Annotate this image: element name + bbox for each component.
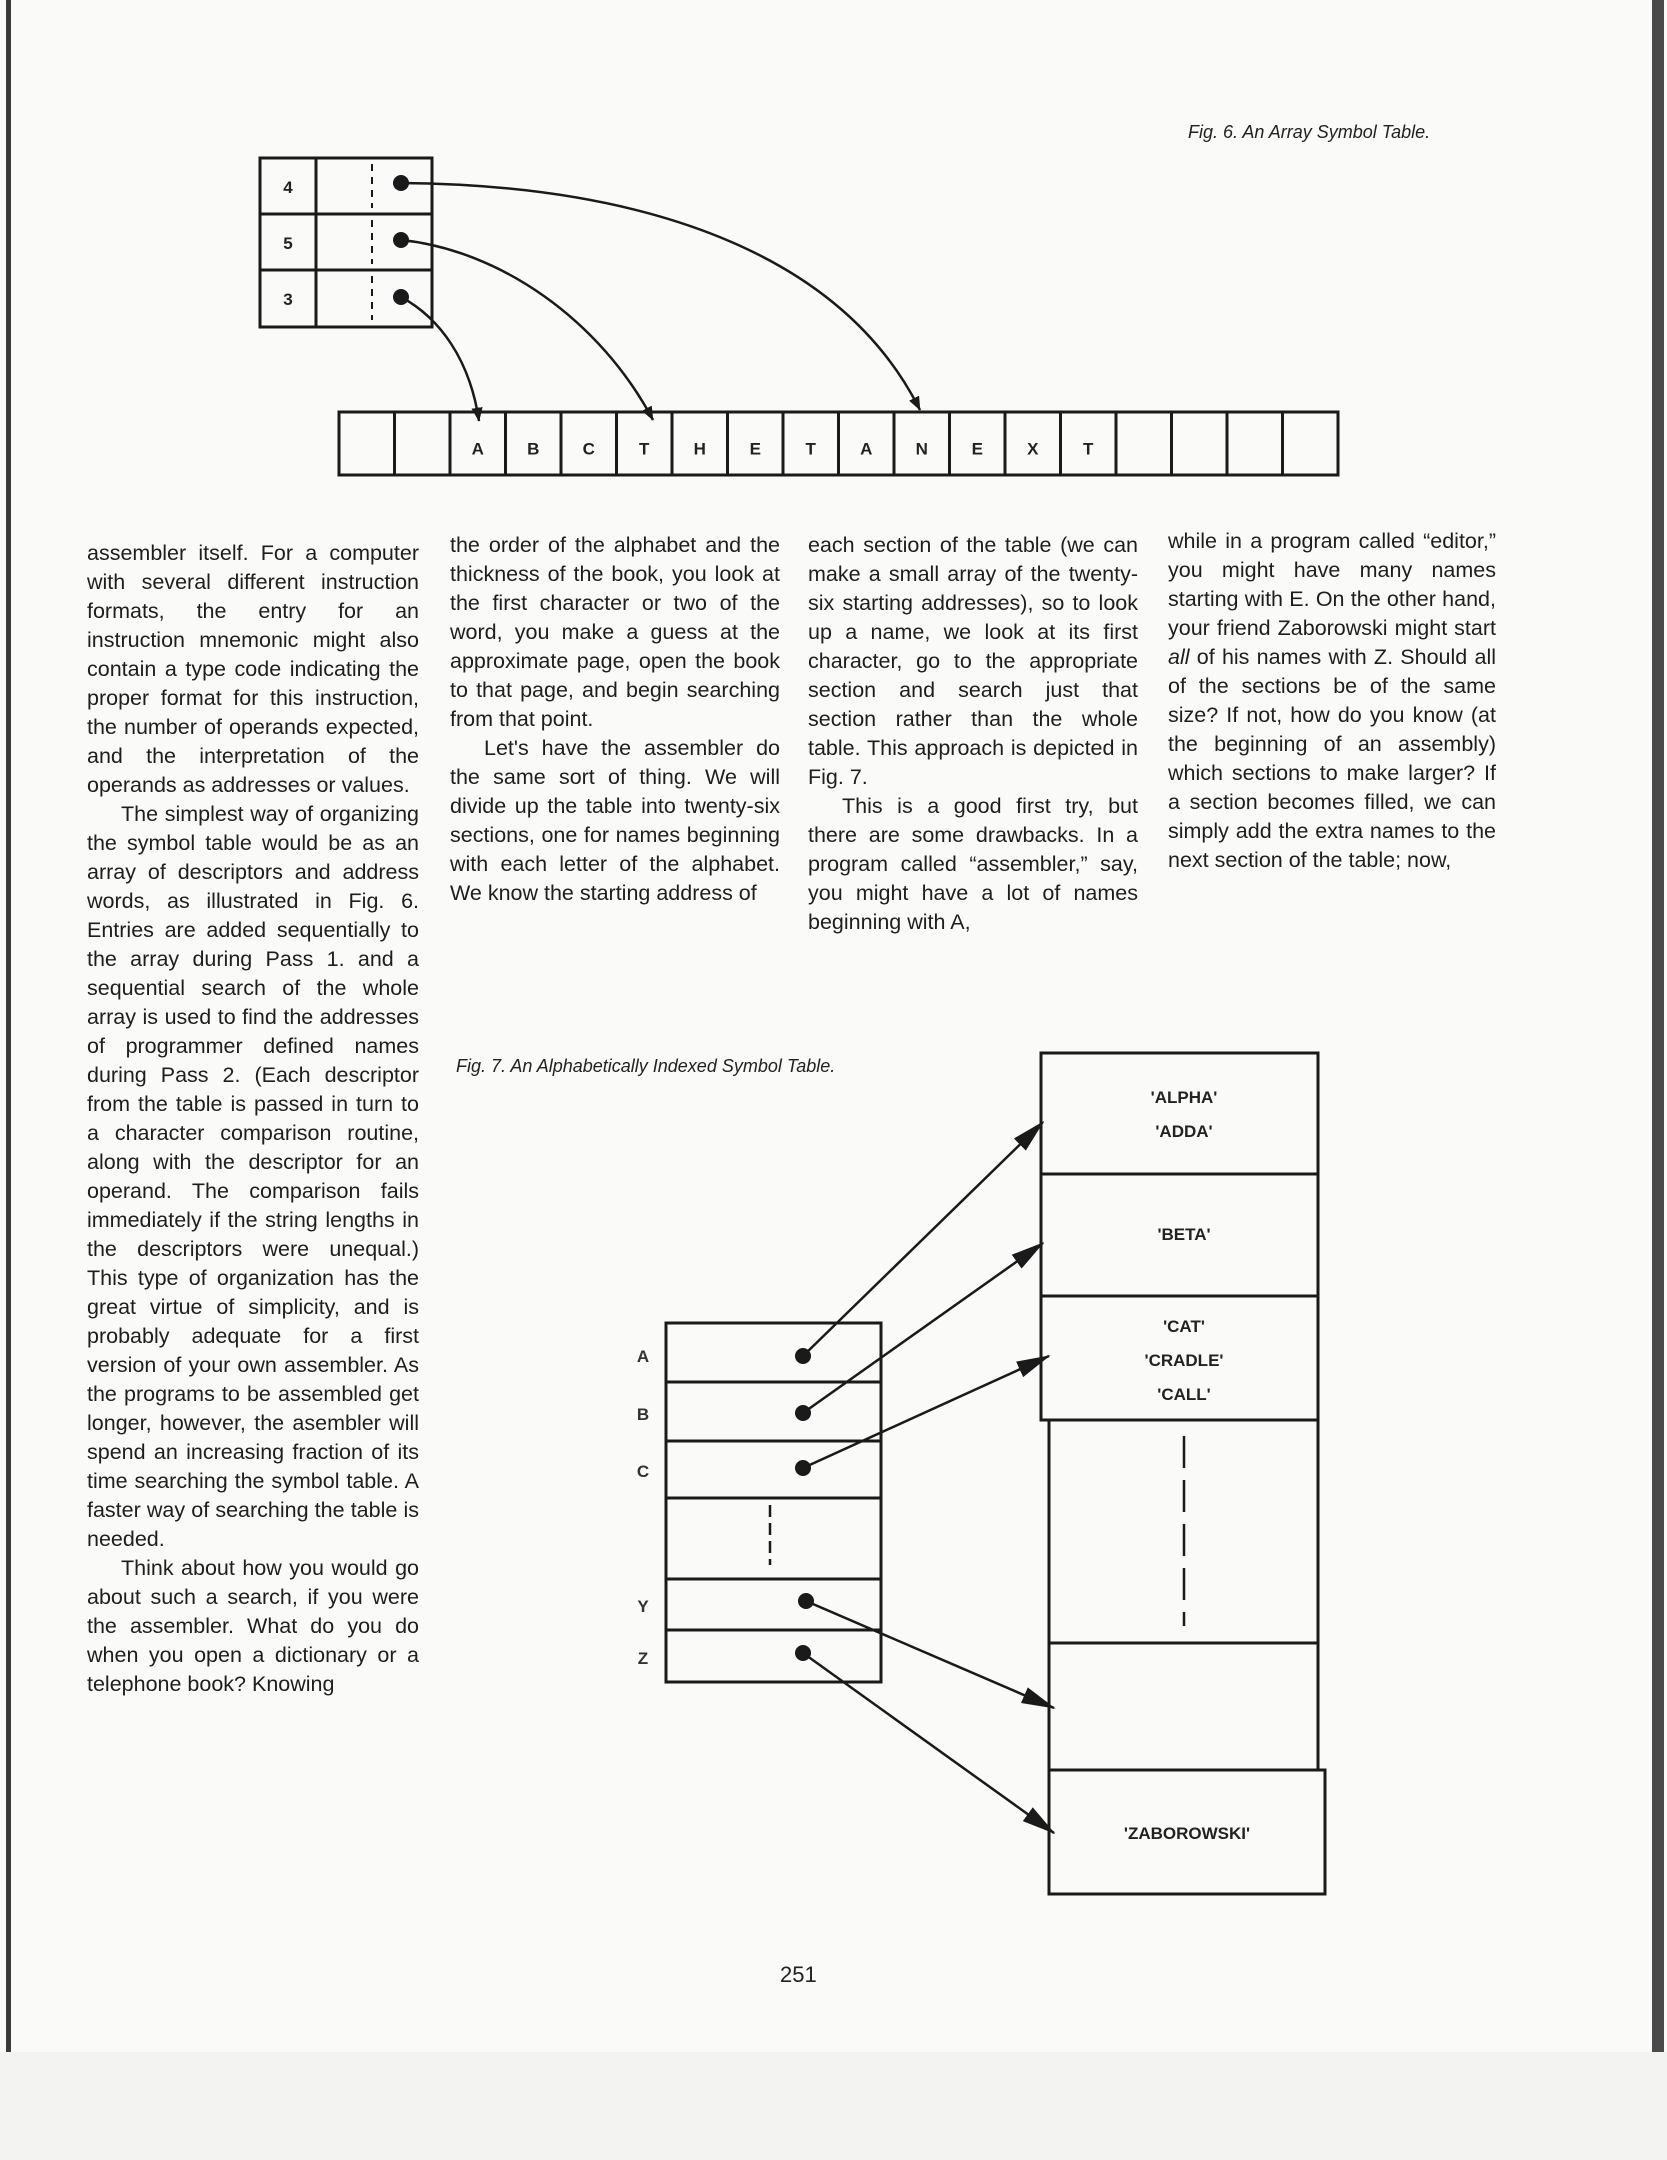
fig7-section-name: 'ADDA' — [1155, 1122, 1213, 1141]
fig7-section-name: 'ALPHA' — [1150, 1088, 1218, 1107]
fig6-length-cell: 3 — [283, 290, 293, 309]
text-column-1 — [87, 539, 419, 1699]
text-column-4 — [1168, 527, 1496, 875]
fig7-section-name: 'CALL' — [1157, 1385, 1211, 1404]
fig6-char-cell: E — [749, 439, 761, 459]
fig6-char-cell: T — [805, 439, 816, 459]
fig6-char-cell: E — [971, 439, 983, 459]
fig7-pointer-arrows — [803, 1122, 1054, 1833]
fig7-index-letter: B — [636, 1405, 650, 1424]
text-column-3 — [808, 531, 1138, 937]
fig7-section-table — [1041, 1053, 1325, 1894]
fig6-char-cell: A — [860, 439, 873, 459]
fig7-section-names — [1124, 1088, 1250, 1843]
fig6-char-cell: C — [582, 439, 595, 459]
fig6-caption: Fig. 6. An Array Symbol Table. — [1188, 122, 1431, 142]
fig6-string-row — [339, 412, 1338, 475]
fig6-char-cell: H — [693, 439, 706, 459]
fig7-section-name: 'CRADLE' — [1144, 1351, 1224, 1370]
paragraph: assembler itself. For a computer with several different instruction formats, the entry for an instruction mnemonic might also contain a type code indicating the proper format for this instruction, the number of operands expected, and the interpretation of the operands as addresses or values. — [87, 541, 419, 797]
paragraph: The simplest way of organizing the symbol table would be as an array of descriptors and address words, as illustrated in Fig. 6. Entries are added sequentially to the array during Pass 1. and a sequential search of the whole array is used to find the addresses of programmer defined names during Pass 2. (Each descriptor from the table is passed in turn to a character comparison routine, along with the descriptor for an operand. The comparison fails immediately if the string lengths in the descriptors were unequal.) This type of organization has the great virtue of simplicity, and is probably adequate for a first version of your own assembler. As the programs to be assembled get longer, however, the asembler will spend an increasing fraction of its time searching the symbol table. A faster way of searching the table is needed. — [87, 802, 419, 1551]
fig6-char-cell: X — [1027, 439, 1039, 459]
fig7-index-letter: C — [636, 1462, 650, 1481]
fig6-char-cell: A — [471, 439, 484, 459]
fig7-section-name: 'BETA' — [1157, 1225, 1211, 1244]
fig7-index-letter: Z — [637, 1649, 649, 1668]
text-column-2 — [450, 531, 780, 908]
paragraph-text: of his names with Z. Should all of the sections be of the same size? If not, how do you know (at the beginning of an assembly) which sections to make larger? If a section becomes filled, we can simply add the extra names to the next section of the table; now, — [1168, 645, 1496, 872]
emphasis-text: all — [1168, 645, 1190, 669]
fig7-index-array — [666, 1323, 881, 1682]
paragraph: This is a good first try, but there are some drawbacks. In a program called “assembler,” say, you might have a lot of names beginning with A, — [808, 794, 1138, 934]
fig7-index-letter: Y — [637, 1597, 649, 1616]
paragraph — [1168, 527, 1496, 875]
fig7-section-name: 'ZABOROWSKI' — [1123, 1824, 1251, 1843]
fig7-index-letter: A — [636, 1347, 650, 1366]
fig6-char-cell: T — [1083, 439, 1094, 459]
fig6-char-cell: N — [915, 439, 928, 459]
fig7-caption: Fig. 7. An Alphabetically Indexed Symbol Table. — [456, 1056, 836, 1076]
fig6-pointer-arrows — [401, 183, 920, 421]
paragraph-text: while in a program called “editor,” you might have many names starting with E. On the other hand, your friend Zaborowski might start — [1168, 529, 1496, 640]
paragraph: the order of the alphabet and the thickness of the book, you look at the first character or two of the word, you make a guess at the approximate page, open the book to that page, and begin searching from that point. — [450, 533, 780, 731]
fig7-pointer-dots — [795, 1348, 814, 1661]
fig7-section-name: 'CAT' — [1163, 1317, 1205, 1336]
page-number: 251 — [780, 1962, 817, 1987]
fig6-char-cell: T — [639, 439, 650, 459]
fig6-length-cell: 5 — [283, 234, 293, 253]
fig7-index-letters — [637, 1347, 649, 1668]
fig6-char-cell: B — [527, 439, 540, 459]
paragraph: each section of the table (we can make a small array of the twenty-six starting addresses), so to look up a name, we look at its first character, go to the appropriate section and search just that section rather than the whole table. This approach is depicted in Fig. 7. — [808, 533, 1138, 789]
paragraph: Think about how you would go about such a search, if you were the assembler. What do you do when you open a dictionary or a telephone book? Knowing — [87, 1556, 419, 1696]
fig6-length-cell: 4 — [283, 178, 293, 197]
paragraph: Let's have the assembler do the same sort of thing. We will divide up the table into twenty-six sections, one for names beginning with each letter of the alphabet. We know the starting address of — [450, 736, 780, 905]
